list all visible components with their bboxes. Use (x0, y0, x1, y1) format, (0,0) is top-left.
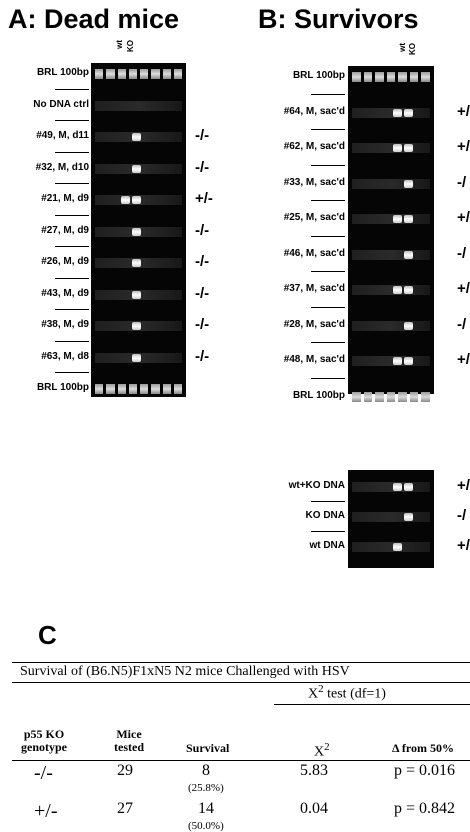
panel-a-lane-label: #21, M, d9 (41, 193, 89, 204)
panel-a-genotype-mark: -/- (195, 221, 210, 239)
panel-a-lane-separator (55, 341, 89, 342)
panel-a-lane-label: BRL 100bp (36, 382, 89, 393)
row1-genotype: -/- (34, 762, 53, 784)
panel-b-control-gel-lane (348, 540, 434, 554)
panel-b-gel-image (348, 66, 434, 394)
panel-b-control-lane-smear (352, 512, 430, 522)
panel-b-genotype-mark: +/ (457, 102, 470, 120)
panel-b-wt-band (393, 215, 402, 223)
col-mice-header: Mice tested (114, 727, 144, 754)
col-genotype-header: p55 KO genotype (21, 727, 67, 754)
panel-b-lane-smear (352, 108, 430, 118)
panel-b-lane-label: #28, M, sac'd (283, 318, 345, 330)
panel-b-lane-smear (352, 214, 430, 224)
panel-a-gel-lane (91, 225, 186, 239)
panel-a-col-wt: wt (115, 40, 124, 49)
panel-b-control-gel-image (348, 470, 434, 568)
panel-b-gel-lane (348, 212, 434, 226)
row1-mice: 29 (117, 762, 133, 779)
panel-b-gel-lane (348, 319, 434, 333)
panel-a-ko-band (132, 322, 141, 330)
row2-x2: 0.04 (300, 800, 328, 817)
panel-b-genotype-mark: -/ (457, 315, 467, 333)
panel-b-col-wt: wt (398, 43, 407, 52)
panel-b-lane-smear (352, 143, 430, 153)
panel-b-gel-lane (348, 141, 434, 155)
panel-b-control-gel-lane (348, 510, 434, 524)
panel-a-lane-label: #32, M, d10 (35, 161, 89, 173)
panel-a-genotype-mark: -/- (195, 127, 210, 144)
panel-b-control-gel-lane (348, 480, 434, 494)
panel-a-gel-image (91, 63, 186, 397)
panel-a-lane-label: BRL 100bp (36, 67, 89, 78)
panel-b-gel-lane (348, 354, 434, 368)
panel-b-ko-band (404, 109, 413, 117)
panel-c-title: C (38, 620, 57, 650)
panel-b-ladder-bands (348, 390, 434, 404)
panel-b-lane-smear (352, 356, 430, 366)
panel-b-control-genotype-mark: +/ (457, 537, 470, 554)
panel-b-lane-separator (311, 271, 345, 272)
panel-b-control-lane-separator (311, 501, 345, 502)
panel-b-ko-band (404, 286, 413, 294)
panel-a-lane-smear (95, 101, 182, 111)
panel-b-genotype-mark: -/ (457, 173, 467, 191)
panel-b-control-lane-smear (352, 482, 430, 492)
panel-b-control-lane-label: wt+KO DNA (288, 480, 345, 491)
panel-b-control-ko-band (404, 483, 413, 491)
panel-a-gel-lane (91, 193, 186, 207)
panel-b-control-ko-band (404, 513, 413, 521)
panel-a-ko-band (132, 354, 141, 362)
panel-b-gel-lane (348, 283, 434, 297)
panel-a-lane-separator (55, 183, 89, 184)
panel-a-ko-band (132, 133, 141, 141)
panel-b-ko-band (404, 215, 413, 223)
panel-b-wt-band (393, 144, 402, 152)
panel-b-lane-separator (311, 94, 345, 95)
panel-a-gel-lane (91, 288, 186, 302)
panel-b-lane-separator (311, 378, 345, 379)
panel-a-col-ko: KO (126, 40, 135, 52)
panel-a-gel-lane (91, 162, 186, 176)
panel-a-lane-separator (55, 152, 89, 153)
panel-a-lane-separator (55, 89, 89, 90)
panel-a-ladder-bands (91, 67, 186, 81)
panel-a-genotype-mark: -/- (195, 347, 210, 365)
panel-b-control-wt-band (393, 543, 402, 551)
panel-a-ladder-bands (91, 382, 186, 396)
row2-p: p = 0.842 (394, 800, 456, 817)
panel-b-genotype-mark: +/ (457, 138, 470, 155)
panel-b-genotype-mark: +/ (457, 209, 470, 226)
panel-b-lane-separator (311, 129, 345, 130)
row2-survival-pct: (50.0%) (188, 820, 224, 832)
panel-b-lane-separator (311, 307, 345, 308)
col-survival-header: Survival (186, 741, 230, 755)
panel-a-lane-label: #26, M, d9 (41, 256, 89, 267)
panel-b-lane-separator (311, 236, 345, 237)
panel-a-lane-label: #38, M, d9 (41, 319, 89, 330)
panel-b-control-wt-band (393, 483, 402, 491)
panel-a-ko-band (132, 259, 141, 267)
panel-b-genotype-mark: +/ (457, 351, 470, 368)
panel-b-lane-smear (352, 179, 430, 189)
chi-square-test-header: $X^2$ test (df=1) (308, 683, 386, 702)
panel-a-gel-lane (91, 256, 186, 270)
panel-b-control-lane-label: wt DNA (309, 540, 345, 551)
panel-a-title: A: Dead mice (8, 4, 180, 34)
panel-a-lane-separator (55, 215, 89, 216)
panel-a-lane-label: #27, M, d9 (41, 224, 89, 236)
panel-b-lane-label: #48, M, sac'd (283, 354, 345, 365)
panel-b-ladder-bands (348, 70, 434, 84)
col-delta-header: Δ from 50% (392, 741, 454, 755)
panel-a-lane-separator (55, 278, 89, 279)
panel-b-lane-label: BRL 100bp (292, 70, 345, 81)
panel-b-ko-band (404, 357, 413, 365)
panel-b-lane-label: #37, M, sac'd (283, 283, 345, 294)
panel-b-control-lane-separator (311, 531, 345, 532)
panel-b-gel-lane (348, 248, 434, 262)
table-title: Survival of (B6.N5)F1xN5 N2 mice Challenged with HSV (20, 664, 350, 679)
panel-b-lane-smear (352, 285, 430, 295)
panel-a-lane-label: #43, M, d9 (41, 287, 89, 299)
panel-b-ko-band (404, 180, 413, 188)
row1-survival: 8 (202, 762, 210, 779)
panel-a-ko-band (132, 291, 141, 299)
panel-b-gel-lane (348, 390, 434, 404)
panel-b-lane-label: #33, M, sac'd (283, 176, 345, 188)
panel-a-lane-separator (55, 372, 89, 373)
panel-b-lane-label: #64, M, sac'd (283, 105, 345, 117)
panel-a-gel-lane (91, 319, 186, 333)
panel-b-ko-band (404, 251, 413, 259)
panel-a-ko-band (132, 165, 141, 173)
panel-a-gel-lane (91, 351, 186, 365)
panel-b-lane-smear (352, 321, 430, 331)
panel-b-control-lane-label: KO DNA (305, 510, 345, 521)
panel-b-title: B: Survivors (258, 4, 419, 34)
panel-a-lane-label: #63, M, d8 (41, 350, 89, 362)
panel-b-lane-label: #62, M, sac'd (283, 141, 345, 152)
panel-b-control-lane-smear (352, 542, 430, 552)
panel-a-gel-lane (91, 130, 186, 144)
row1-p: p = 0.016 (394, 762, 456, 779)
panel-b-lane-separator (311, 342, 345, 343)
panel-b-control-genotype-mark: +/ (457, 477, 470, 494)
panel-a-genotype-mark: -/- (195, 284, 210, 302)
panel-a-lane-label: No DNA ctrl (33, 98, 89, 110)
panel-b-lane-separator (311, 165, 345, 166)
panel-b-col-ko: KO (408, 43, 417, 55)
panel-a-gel-lane (91, 99, 186, 113)
panel-a-ko-band (132, 228, 141, 236)
panel-b-lane-smear (352, 250, 430, 260)
panel-b-lane-label: BRL 100bp (292, 389, 345, 401)
row2-survival: 14 (198, 800, 214, 817)
panel-a-genotype-mark: +/- (195, 190, 213, 207)
panel-b-lane-label: #46, M, sac'd (283, 247, 345, 259)
panel-b-genotype-mark: -/ (457, 244, 467, 262)
panel-a-wt-band (121, 196, 130, 204)
panel-b-control-genotype-mark: -/ (457, 507, 467, 524)
panel-b-wt-band (393, 109, 402, 117)
panel-b-lane-label: #25, M, sac'd (283, 212, 345, 223)
panel-a-ko-band (132, 196, 141, 204)
panel-a-gel-lane (91, 67, 186, 81)
panel-b-ko-band (404, 322, 413, 330)
panel-b-ko-band (404, 144, 413, 152)
panel-b-lane-separator (311, 200, 345, 201)
panel-b-wt-band (393, 357, 402, 365)
row2-mice: 27 (117, 800, 133, 817)
row1-survival-pct: (25.8%) (188, 782, 224, 794)
panel-b-gel-lane (348, 106, 434, 120)
panel-a-lane-label: #49, M, d11 (36, 130, 89, 141)
panel-b-gel-lane (348, 177, 434, 191)
panel-b-genotype-mark: +/ (457, 280, 470, 297)
panel-b-gel-lane (348, 70, 434, 84)
col-x2-header: $X^2$ (314, 741, 330, 760)
panel-b-wt-band (393, 286, 402, 294)
panel-a-lane-separator (55, 246, 89, 247)
panel-a-genotype-mark: -/- (195, 253, 210, 270)
panel-a-genotype-mark: -/- (195, 158, 210, 176)
panel-a-lane-separator (55, 309, 89, 310)
panel-a-lane-separator (55, 120, 89, 121)
panel-a-genotype-mark: -/- (195, 316, 210, 333)
panel-a-gel-lane (91, 382, 186, 396)
row2-genotype: +/- (34, 800, 58, 822)
row1-x2: 5.83 (300, 762, 328, 779)
